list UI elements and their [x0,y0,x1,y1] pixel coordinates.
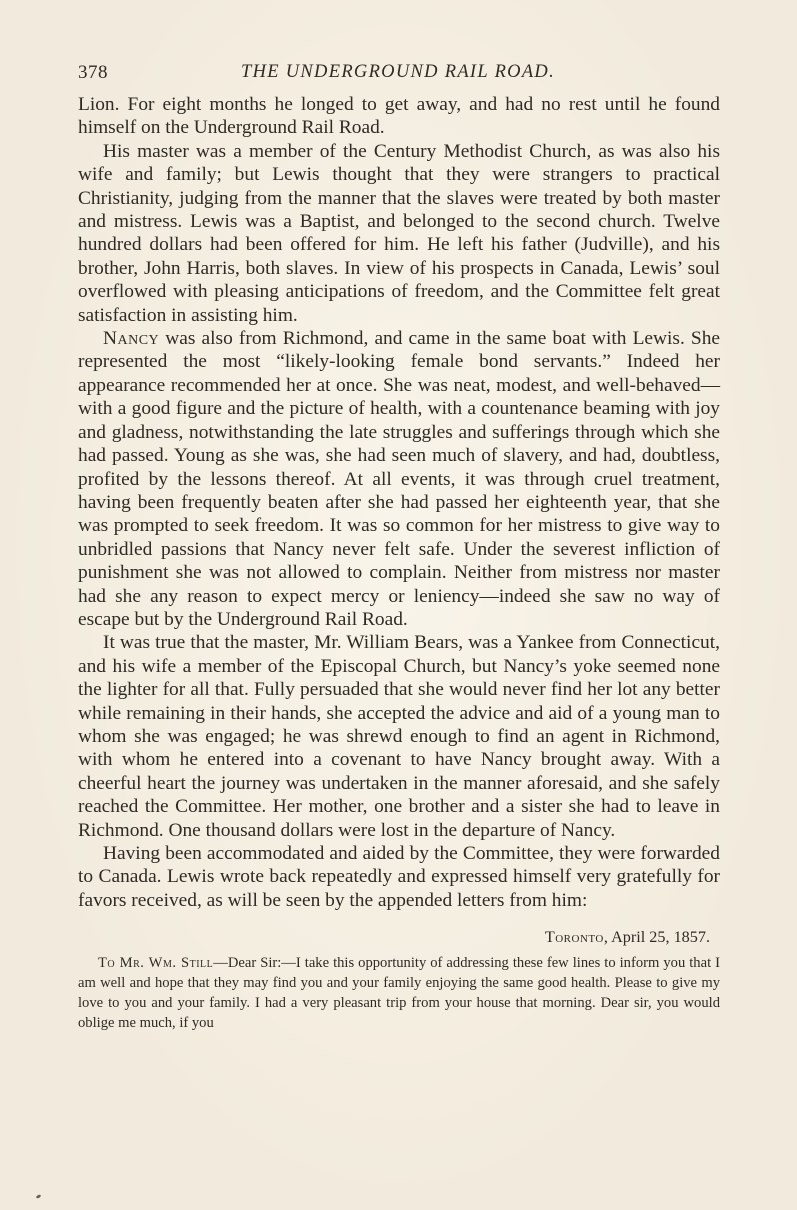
running-head: THE UNDERGROUND RAIL ROAD. [240,62,556,82]
letter-body [78,954,720,1033]
page-number: 378 [78,62,108,83]
paper-speck [36,1194,42,1199]
paragraph-nancy [78,327,720,631]
paragraph-lewis-master: His master was a member of the Century Methodist Church, as was also his wife and family; but Lewis thought that they were strangers to practical Christianity, judging from the manner that the slaves were treated by both master and mistress. Lewis was a Baptist, and belonged to the second church. Twelve hundred dollars had been offered for him. He left his father (Judville), and his brother, John Harris, both slaves. In view of his prospects in Canada, Lewis’ soul overflowed with pleasing anticipations of freedom, and the Committee felt great satisfaction in assisting him. [78,140,720,326]
body-text [78,93,720,1033]
paragraph-william-bears: It was true that the master, Mr. William Bears, was a Yankee from Connecticut, and his wife a member of the Episcopal Church, but Nancy’s yoke seemed none the lighter for all that. Fully persuaded that she would never find her lot any better while remaining in their hands, she accepted the advice and aid of a young man to whom she was engaged; he was shrewd enough to find an agent in Richmond, with whom he entered into a covenant to have Nancy brought away. With a cheerful heart the journey was undertaken in the manner aforesaid, and she safely reached the Committee. Her mother, one brother and a sister she had to leave in Richmond. One thousand dollars were lost in the departure of Nancy. [78,632,720,841]
letter-dateline [78,926,720,948]
letter-salutation: To Mr. Wm. Still [98,955,214,972]
paragraph-committee: Having been accommodated and aided by the Committee, they were forwarded to Canada. Lewis wrote back repeatedly and expressed himself very gratefully for favors received, as will be seen by the appended letters from him: [78,843,720,911]
dateline-place: Toronto [544,928,604,947]
page-header [78,62,718,88]
paragraph-nancy-text: was also from Richmond, and came in the same boat with Lewis. She represented the most “likely-looking female bond servants.” Indeed her appearance recommended her at once. She was neat, modest, and well-behaved—with a good figure and the picture of health, with a countenance beaming with joy and gladness, notwithstanding the late struggles and sufferings through which she had passed. Young as she was, she had seen much of slavery, and had, doubtless, profited by the lessons thereof. At all events, it was through cruel treatment, having been frequently beaten after she had passed her eighteenth year, that she was prompted to seek freedom. It was so common for her mistress to give way to unbridled passions that Nancy never felt safe. Under the severest infliction of punishment she was not allowed to complain. Neither from mistress nor master had she any reason to expect mercy or leniency—indeed she saw no way of escape but by the Underground Rail Road. [78,328,720,630]
nancy-name: Nancy [103,328,160,350]
letter-text: —Dear Sir:—I take this opportunity of addressing these few lines to inform you that I am well and hope that they may find you and your family enjoying the same good health. Please to give my love to you and your family. I had a very pleasant trip from your house that morning. Dear sir, you would oblige me much, if you [78,955,720,1031]
dateline-date: , April 25, 1857. [603,928,710,947]
paragraph-lion: Lion. For eight months he longed to get away, and had no rest until he found himself on the Underground Rail Road. [78,94,720,139]
